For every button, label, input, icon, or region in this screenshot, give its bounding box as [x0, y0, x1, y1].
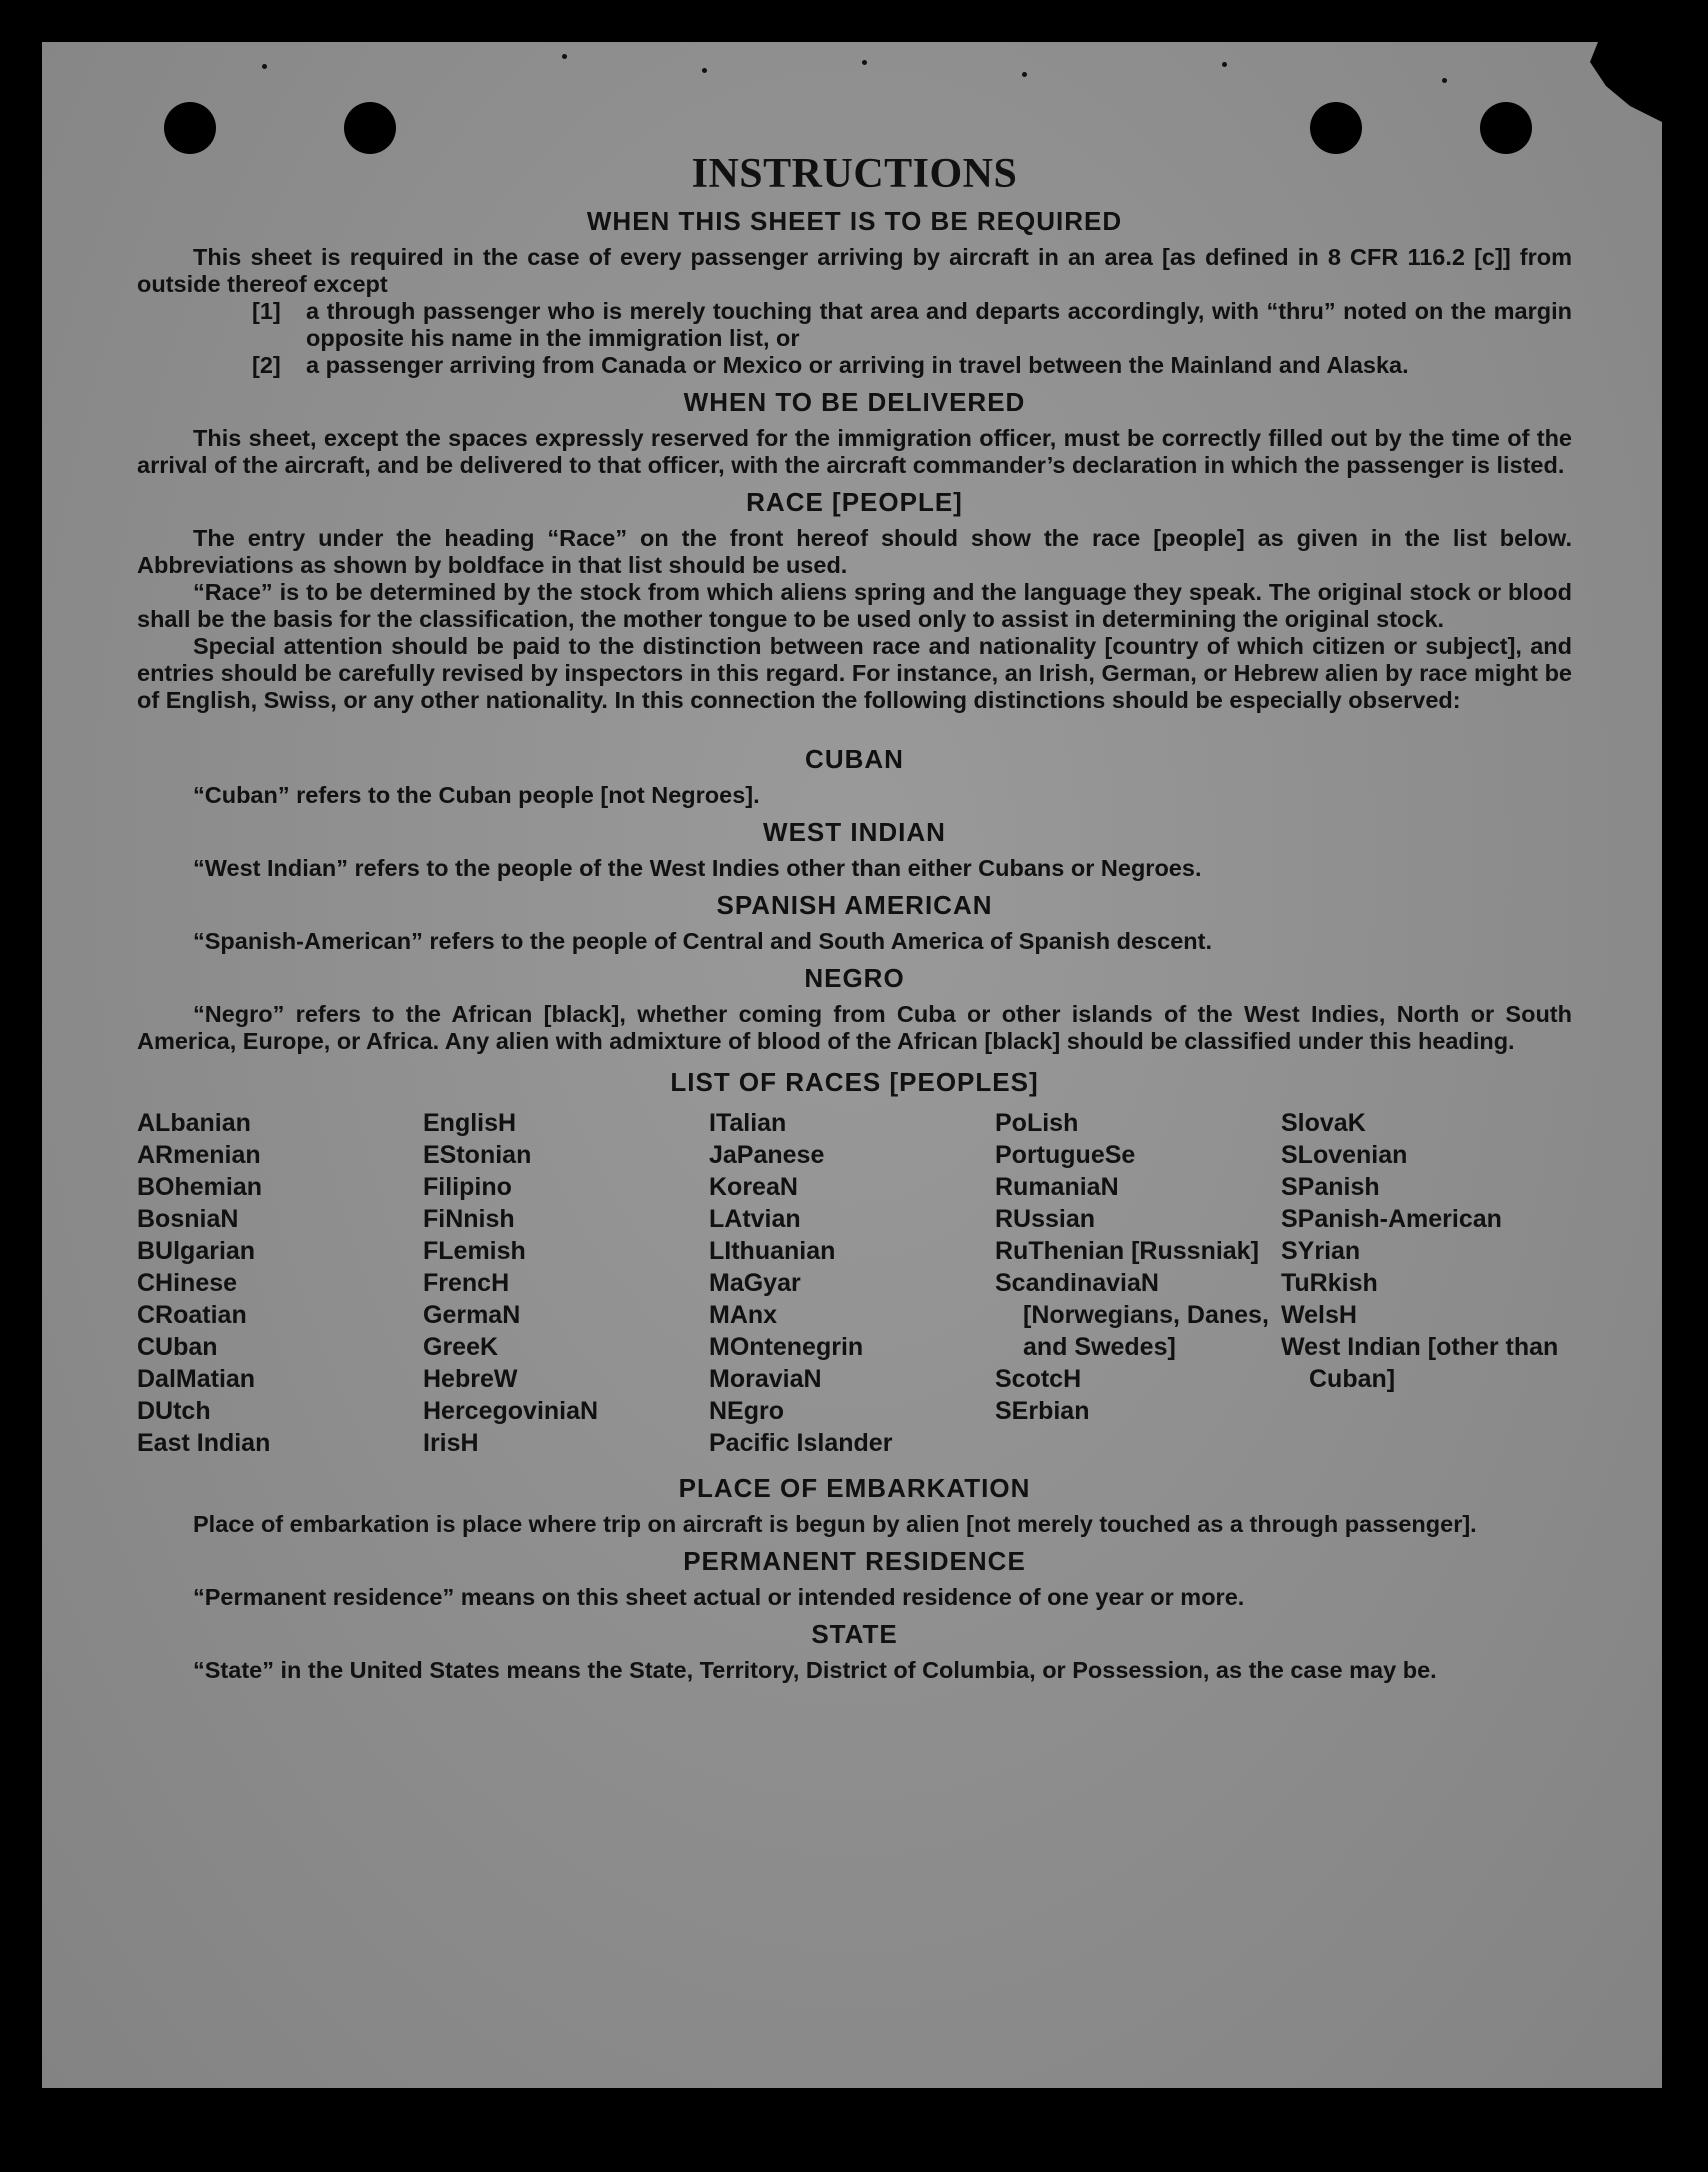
- punch-hole: [1310, 102, 1362, 154]
- paragraph: “Race” is to be determined by the stock from which aliens spring and the language they speak. The original stock or blood shall be the basis for the classification, the mother tongue to be used only to assist in determining the original stock.: [137, 579, 1572, 632]
- paragraph: Special attention should be paid to the distinction between race and nationality [country of which citizen or subject], and entries should be carefully revised by inspectors in this regard. For instance, an Irish, German, or Hebrew alien by race might be of English, Swiss, or any other nationality. In this connection the following distinctions should be especially observed:: [137, 633, 1572, 713]
- race-entry: ARmenian: [137, 1141, 261, 1169]
- item-text: a passenger arriving from Canada or Mexico or arriving in travel between the Mainland and Alaska.: [306, 352, 1409, 378]
- race-entry: SPanish: [1281, 1173, 1380, 1201]
- definition: “Permanent residence” means on this sheet actual or intended residence of one year or more.: [193, 1584, 1245, 1610]
- heading-state: STATE: [811, 1619, 898, 1649]
- list-item: [252, 298, 1572, 352]
- race-entry: CRoatian: [137, 1301, 247, 1329]
- race-entry: EStonian: [423, 1141, 532, 1169]
- race-entry: SErbian: [995, 1397, 1090, 1425]
- race-entry: SLovenian: [1281, 1141, 1408, 1169]
- speck: [1222, 62, 1227, 67]
- paragraph: The entry under the heading “Race” on the front hereof should show the race [people] as given in the list below. Abbreviations as shown by boldface in that list should be used.: [137, 525, 1572, 578]
- race-entry: MOntenegrin: [709, 1333, 864, 1361]
- heading-when-required: WHEN THIS SHEET IS TO BE REQUIRED: [586, 206, 1123, 236]
- list-item: [252, 352, 1572, 379]
- race-entry: SlovaK: [1281, 1109, 1366, 1137]
- race-entry: GermaN: [423, 1301, 521, 1329]
- race-entry: WelsH: [1281, 1301, 1357, 1329]
- speck: [262, 64, 267, 69]
- punch-hole: [344, 102, 396, 154]
- race-entry: GreeK: [423, 1333, 499, 1361]
- race-entry: Filipino: [423, 1173, 512, 1201]
- race-column: [137, 1107, 423, 1459]
- speck: [562, 54, 567, 59]
- race-entry: SYrian: [1281, 1237, 1361, 1265]
- race-entry: IrisH: [423, 1429, 479, 1457]
- speck: [1442, 78, 1447, 83]
- race-entry: ScotcH: [995, 1365, 1082, 1393]
- race-column: [423, 1107, 709, 1459]
- race-entry: ALbanian: [137, 1109, 251, 1137]
- torn-corner: [1582, 42, 1662, 122]
- race-entry: PortugueSe: [995, 1141, 1136, 1169]
- race-entry: MoraviaN: [709, 1365, 822, 1393]
- heading-race: RACE [PEOPLE]: [746, 487, 963, 517]
- speck: [1022, 72, 1027, 77]
- heading-permanent-residence: PERMANENT RESIDENCE: [683, 1546, 1026, 1576]
- paragraph: This sheet is required in the case of every passenger arriving by aircraft in an area [as defined in 8 CFR 116.2 [c]] from outside thereof except: [137, 244, 1572, 297]
- race-entry: FrencH: [423, 1269, 510, 1297]
- race-entry: BOhemian: [137, 1173, 263, 1201]
- race-entry: TuRkish: [1281, 1269, 1378, 1297]
- race-entry: CUban: [137, 1333, 218, 1361]
- punch-hole: [1480, 102, 1532, 154]
- race-column: [1281, 1107, 1571, 1459]
- heading-west-indian: WEST INDIAN: [763, 817, 946, 847]
- race-entry: CHinese: [137, 1269, 238, 1297]
- heading-cuban: CUBAN: [805, 744, 904, 774]
- speck: [862, 60, 867, 65]
- race-entry: MAnx: [709, 1301, 778, 1329]
- race-entry: SPanish-American: [1281, 1205, 1502, 1233]
- race-entry: HebreW: [423, 1365, 518, 1393]
- race-entry: DalMatian: [137, 1365, 256, 1393]
- race-entry: NEgro: [709, 1397, 784, 1425]
- race-entry: KoreaN: [709, 1173, 798, 1201]
- punch-hole: [164, 102, 216, 154]
- definition: “West Indian” refers to the people of the West Indies other than either Cubans or Negroes.: [193, 855, 1202, 881]
- race-entry: FiNnish: [423, 1205, 515, 1233]
- race-entry: PoLish: [995, 1109, 1079, 1137]
- race-entry: BUlgarian: [137, 1237, 256, 1265]
- heading-embarkation: PLACE OF EMBARKATION: [678, 1473, 1031, 1503]
- race-entry: DUtch: [137, 1397, 211, 1425]
- heading-negro: NEGRO: [804, 963, 905, 993]
- heading-list-of-races: LIST OF RACES [PEOPLES]: [670, 1067, 1039, 1097]
- race-entry: LIthuanian: [709, 1237, 836, 1265]
- item-text: a through passenger who is merely touching that area and departs accordingly, with “thru” noted on the margin opposite his name in the immigration list, or: [306, 298, 1572, 351]
- race-entry: MaGyar: [709, 1269, 801, 1297]
- race-entry: FLemish: [423, 1237, 526, 1265]
- definition: “Cuban” refers to the Cuban people [not Negroes].: [193, 782, 760, 808]
- document-sheet: [42, 42, 1662, 2088]
- race-entry: West Indian [other than Cuban]: [1281, 1333, 1559, 1393]
- race-entry: RuThenian [Russniak]: [995, 1237, 1259, 1265]
- race-entry: HercegoviniaN: [423, 1397, 599, 1425]
- race-entry: ScandinaviaN [Norwegians, Danes, and Swedes]: [995, 1269, 1269, 1361]
- heading-when-delivered: WHEN TO BE DELIVERED: [683, 387, 1026, 417]
- race-list: [137, 1107, 1572, 1459]
- race-entry: EnglisH: [423, 1109, 517, 1137]
- race-entry: ITalian: [709, 1109, 787, 1137]
- race-column: [709, 1107, 995, 1459]
- race-entry: East Indian: [137, 1429, 271, 1457]
- item-number: [1]: [252, 298, 281, 324]
- item-number: [2]: [252, 352, 281, 378]
- page-title: INSTRUCTIONS: [691, 151, 1018, 197]
- heading-spanish-american: SPANISH AMERICAN: [716, 890, 993, 920]
- race-entry: Pacific Islander: [709, 1429, 893, 1457]
- paragraph: Place of embarkation is place where trip on aircraft is begun by alien [not merely touched as a through passenger].: [193, 1511, 1477, 1537]
- race-column: [995, 1107, 1281, 1459]
- paragraph: “State” in the United States means the State, Territory, District of Columbia, or Possession, as the case may be.: [193, 1657, 1437, 1683]
- definition: “Spanish-American” refers to the people of Central and South America of Spanish descent.: [193, 928, 1212, 954]
- race-entry: JaPanese: [709, 1141, 825, 1169]
- race-entry: RUssian: [995, 1205, 1096, 1233]
- race-entry: BosniaN: [137, 1205, 239, 1233]
- speck: [702, 68, 707, 73]
- instructions-content: [137, 150, 1572, 1684]
- race-entry: RumaniaN: [995, 1173, 1119, 1201]
- paragraph: “Negro” refers to the African [black], whether coming from Cuba or other islands of the West Indies, North or South America, Europe, or Africa. Any alien with admixture of blood of the African [black] should be classified under this heading.: [137, 1001, 1572, 1054]
- paragraph: This sheet, except the spaces expressly reserved for the immigration officer, must be correctly filled out by the time of the arrival of the aircraft, and be delivered to that officer, with the aircraft commander’s declaration in which the passenger is listed.: [137, 425, 1572, 478]
- race-entry: LAtvian: [709, 1205, 801, 1233]
